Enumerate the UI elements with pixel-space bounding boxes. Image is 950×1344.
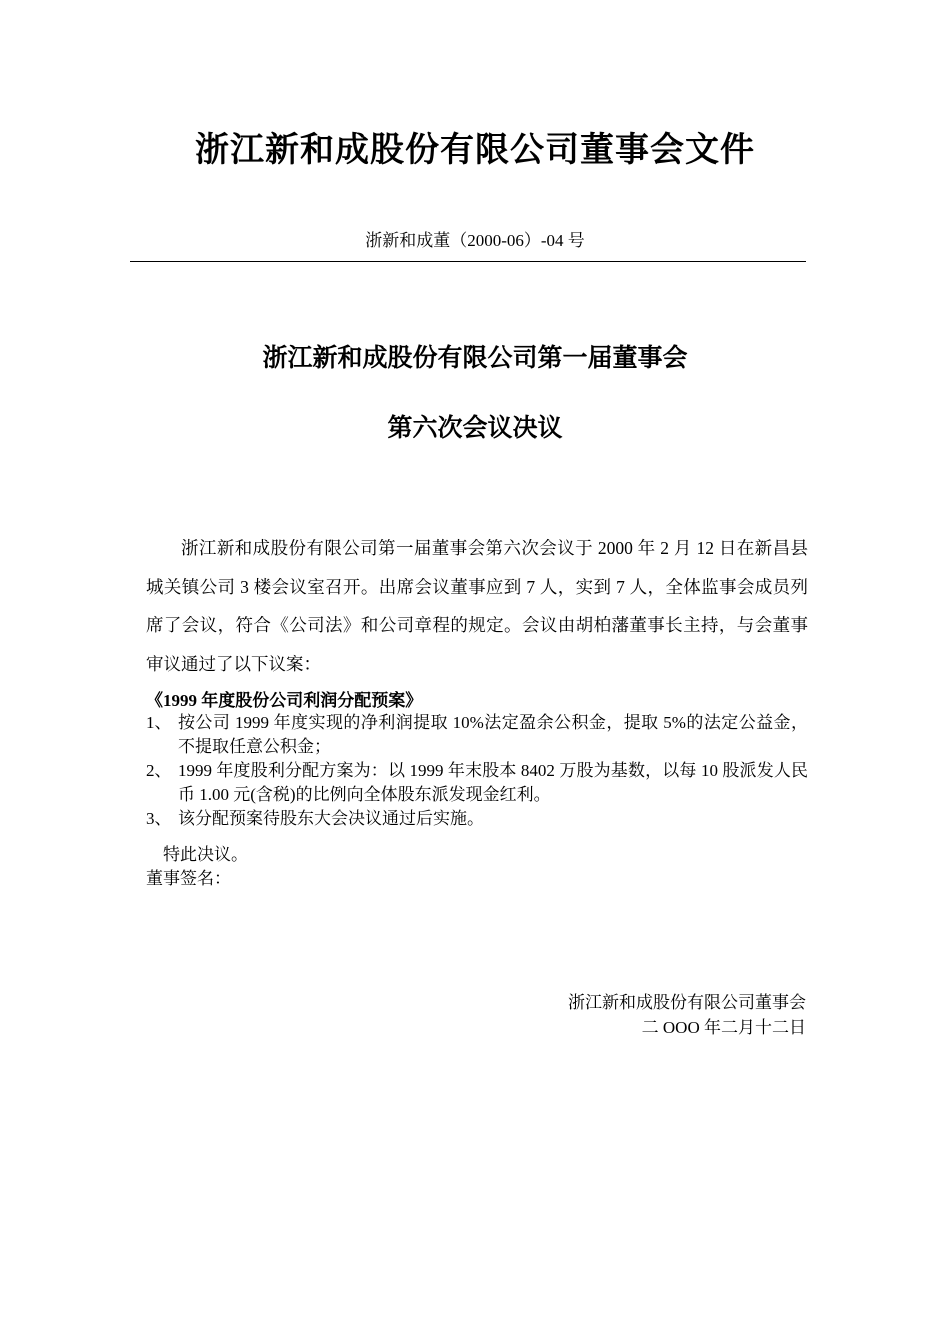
list-item-text: 该分配预案待股东大会决议通过后实施。 — [178, 809, 484, 828]
resolution-title-line-2: 第六次会议决议 — [387, 413, 563, 442]
document-header-title: 浙江新和成股份有限公司董事会文件 — [195, 130, 755, 170]
document-number: 浙新和成董（2000-06）-04 号 — [365, 231, 585, 250]
intro-paragraph: 浙江新和成股份有限公司第一届董事会第六次会议于 2000 年 2 月 12 日在新昌县城关镇公司 3 楼会议室召开。出席会议董事应到 7 人，实到 7 人，全体监事会成员列席了会议，符合《公司法》和公司章程的规定。会议由胡柏藩董事长主持，与会董事审议通过了以下议案： — [146, 538, 808, 674]
list-item-number: 2、 — [146, 761, 172, 780]
signature-date: 二 OOO 年二月十二日 — [641, 1018, 806, 1037]
list-item — [146, 711, 808, 759]
list-item — [146, 759, 808, 807]
list-item-number: 3、 — [146, 809, 172, 828]
list-item — [146, 807, 808, 831]
proposal-title: 《1999 年度股份公司利润分配预案》 — [146, 691, 423, 710]
closing-statement: 特此决议。 — [163, 845, 248, 864]
resolution-title-line-1: 浙江新和成股份有限公司第一届董事会 — [262, 343, 688, 372]
list-item-text: 按公司 1999 年度实现的净利润提取 10%法定盈余公积金，提取 5%的法定公益金，不提取任意公积金； — [178, 713, 808, 756]
header-divider — [130, 261, 806, 262]
director-signature-label: 董事签名： — [146, 869, 231, 888]
proposal-items — [146, 711, 808, 831]
list-item-number: 1、 — [146, 713, 172, 732]
list-item-text: 1999 年度股利分配方案为：以 1999 年末股本 8402 万股为基数，以每 10 股派发人民币 1.00 元(含税)的比例向全体股东派发现金红利。 — [178, 761, 808, 804]
signature-organization: 浙江新和成股份有限公司董事会 — [568, 993, 806, 1012]
